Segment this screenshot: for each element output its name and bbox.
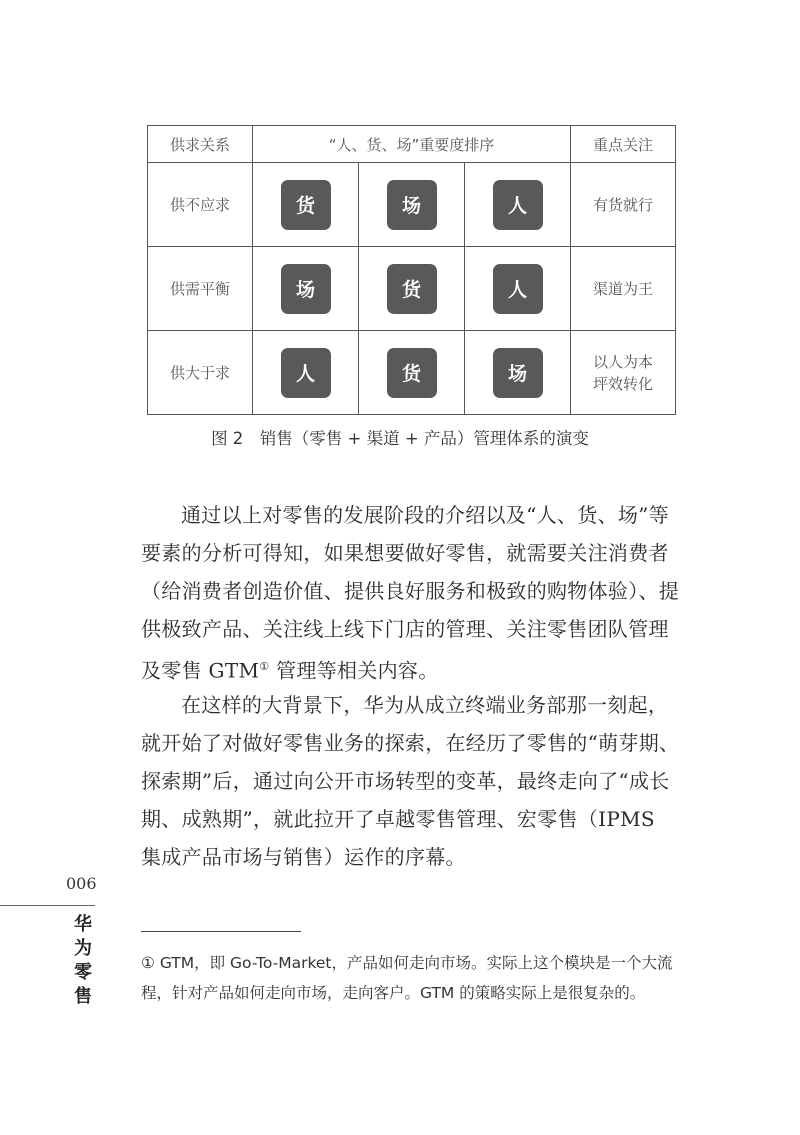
rank-badge: 场: [387, 180, 437, 230]
table-row: [148, 247, 676, 331]
rank-badge: 货: [387, 348, 437, 398]
table-row: [148, 163, 676, 247]
body-paragraph-2: 在这样的大背景下，华为从成立终端业务部那一刻起，就开始了对做好零售业务的探索，在经历了零售的“萌芽期、探索期”后，通过向公开市场转型的变革，最终走向了“成长期、成熟期”，就此拉开了卓越零售管理、宏零售（IPMS 集成产品市场与销售）运作的序幕。: [141, 693, 680, 869]
row-supply-demand: 供需平衡: [148, 247, 253, 331]
table-header-row: [148, 126, 676, 163]
row-supply-demand: 供大于求: [148, 331, 253, 415]
row-focus: 以人为本 坪效转化: [571, 331, 676, 415]
rank-badge: 场: [493, 348, 543, 398]
book-title: 华为零售: [74, 914, 92, 1007]
rank-badge: 人: [281, 348, 331, 398]
table-row: [148, 331, 676, 415]
rank-badge: 场: [281, 264, 331, 314]
rank-badge: 人: [493, 264, 543, 314]
header-importance-ranking: “人、货、场”重要度排序: [253, 126, 571, 163]
header-supply-demand: 供求关系: [148, 126, 253, 163]
figure-caption: 图 2 销售（零售 + 渠道 + 产品）管理体系的演变: [211, 429, 589, 448]
row-focus: 渠道为王: [571, 247, 676, 331]
rank-badge: 人: [493, 180, 543, 230]
row-focus: 有货就行: [571, 163, 676, 247]
retail-evolution-table: [147, 125, 676, 415]
header-key-focus: 重点关注: [571, 126, 676, 163]
rank-badge: 货: [281, 180, 331, 230]
body-paragraph-1: 通过以上对零售的发展阶段的介绍以及“人、货、场”等要素的分析可得知，如果想要做好零售，就需要关注消费者（给消费者创造价值、提供良好服务和极致的购物体验）、提供极致产品、关注线上线下门店的管理、关注零售团队管理及零售 GTM① 管理等相关内容。: [141, 503, 680, 683]
footnote: ① GTM，即 Go-To-Market，产品如何走向市场。实际上这个模块是一个大流程，针对产品如何走向市场，走向客户。GTM 的策略实际上是很复杂的。: [141, 954, 673, 1002]
row-supply-demand: 供不应求: [148, 163, 253, 247]
footnote-marker[interactable]: ①: [259, 660, 270, 673]
rank-badge: 货: [387, 264, 437, 314]
page-number-rule: [0, 905, 95, 906]
footnote-divider: [141, 931, 301, 932]
page-number: 006: [66, 874, 97, 893]
